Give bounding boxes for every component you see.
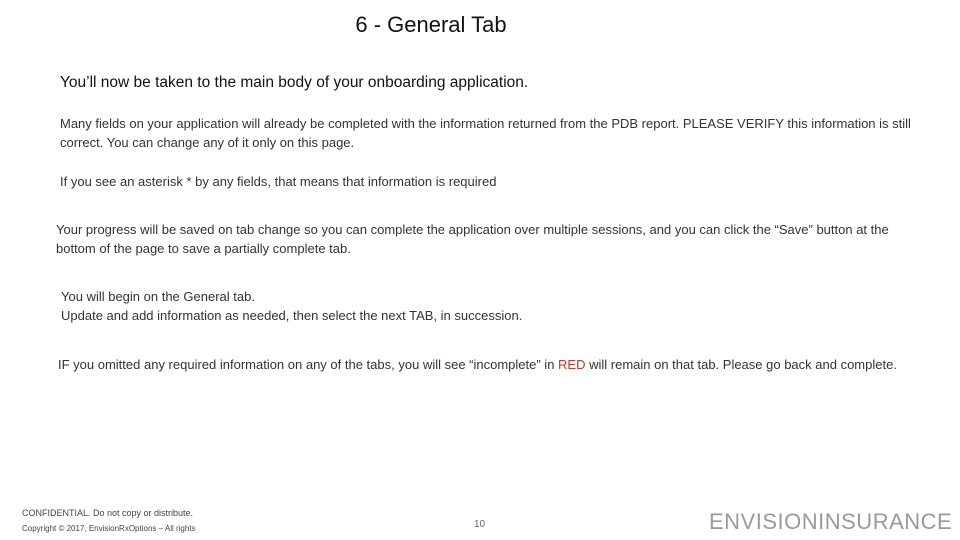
general-tab-line-1: You will begin on the General tab.	[61, 289, 255, 304]
paragraph-incomplete-warning	[58, 356, 918, 374]
intro-text: You’ll now be taken to the main body of your onboarding application.	[60, 74, 529, 91]
slide-title: 6 - General Tab	[355, 12, 507, 37]
red-word: RED	[558, 357, 586, 372]
paragraph-general-tab	[61, 287, 921, 325]
page-number: 10	[474, 519, 486, 530]
general-tab-line-2: Update and add information as needed, then select the next TAB, in succession.	[61, 308, 523, 323]
incomplete-text-before: IF you omitted any required information on any of the tabs, you will see “incomplete” in	[58, 357, 559, 372]
envision-insurance-logo: ENVISIONINSURANCE	[709, 509, 953, 534]
paragraph-prefilled-fields: Many fields on your application will already be completed with the information returned from the PDB report. PLEASE VERIFY this information is still correct. You can change any of it only on this page.	[60, 116, 911, 150]
footer-legal	[22, 508, 252, 533]
paragraph-asterisk-required: If you see an asterisk * by any fields, that means that information is required	[60, 174, 497, 189]
confidential-notice: CONFIDENTIAL. Do not copy or distribute.	[22, 508, 194, 518]
copyright-notice: Copyright © 2017, EnvisionRxOptions – All rights	[22, 524, 196, 533]
incomplete-text-after: will remain on that tab. Please go back and complete.	[585, 357, 897, 372]
paragraph-progress-saved: Your progress will be saved on tab change so you can complete the application over multiple sessions, and you can click the “Save” button at the bottom of the page to save a partially complete tab.	[56, 222, 889, 256]
